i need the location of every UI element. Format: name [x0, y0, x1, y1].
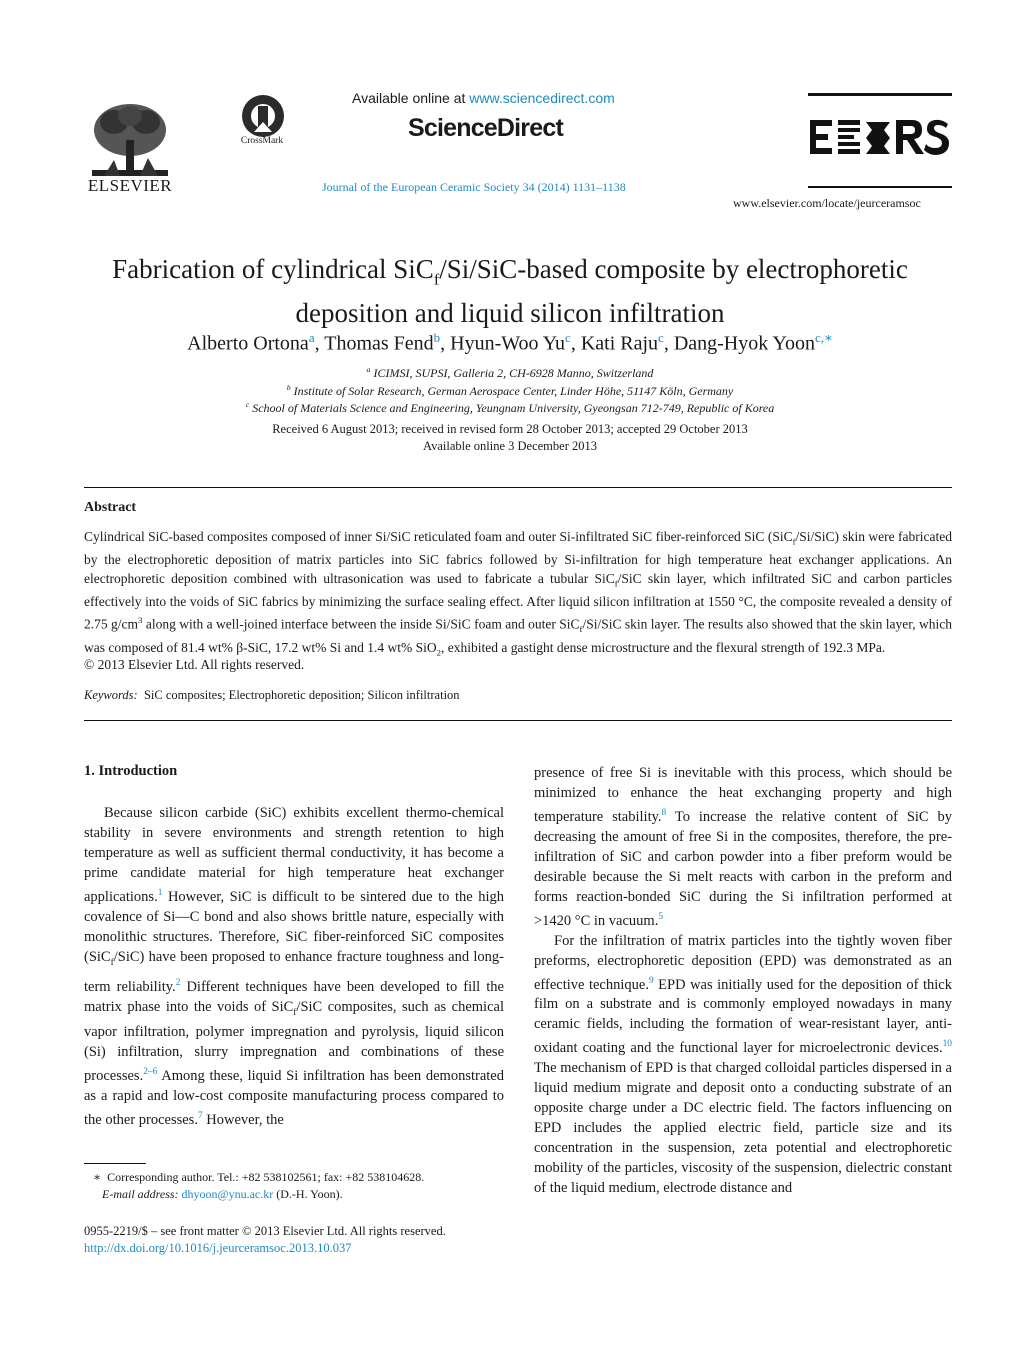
paper-title: [40, 252, 980, 330]
title-part-1: Fabrication of cylindrical SiC: [112, 254, 434, 284]
email-label: E-mail address:: [102, 1187, 179, 1201]
left-column: [84, 803, 504, 1130]
subscript: 2: [436, 647, 441, 658]
journal-logo-rule-top: [808, 93, 952, 96]
paragraph-text: For the infiltration of matrix particles into the tightly woven fiber preforms, electrophoretic deposition (EPD) was demonstrated as an effective technique.: [534, 932, 952, 993]
paragraph-text: EPD was initially used for the deposition of thick film on a substrate and is commonly employed nowadays in many ceramic fields, including the formation of wear-resistant layer, anti-oxidant coating and the functional layer for microelectronic devices.: [534, 976, 952, 1057]
paragraph: [84, 803, 504, 1130]
affiliation-label: a: [366, 365, 371, 374]
subscript: f: [293, 1007, 297, 1018]
title-subscript: f: [433, 270, 440, 289]
author-affiliation-mark[interactable]: c: [565, 330, 571, 345]
abstract-top-rule: [84, 487, 952, 488]
copyright-notice: © 2013 Elsevier Ltd. All rights reserved.: [84, 657, 305, 672]
crossmark-label: CrossMark: [240, 136, 284, 146]
affiliation-label: b: [286, 383, 291, 392]
footnote-mark: ∗: [93, 1170, 102, 1184]
citation-link[interactable]: 1: [157, 888, 163, 898]
superscript: 3: [138, 615, 143, 626]
journal-url[interactable]: www.elsevier.com/locate/jeurceramsoc: [733, 196, 921, 210]
paragraph-text: presence of free Si is inevitable with this process, which should be minimized to enhance the heat exchanging property and high temperature stability.: [534, 765, 952, 825]
availability-prefix: Available online at: [352, 90, 470, 106]
author-name: Thomas Fend: [324, 332, 434, 355]
title-line-2: deposition and liquid silicon infiltration: [295, 298, 725, 329]
publisher-name: ELSEVIER: [87, 176, 173, 195]
affiliation-text: ICIMSI, SUPSI, Galleria 2, CH-6928 Manno, Switzerland: [373, 366, 654, 380]
author-separator: ,: [663, 332, 674, 355]
citation-link[interactable]: 7: [197, 1111, 203, 1122]
affiliation-text: School of Materials Science and Engineering, Yeungnam University, Gyeongsan 712-749, Republic of Korea: [252, 401, 775, 415]
abstract-heading: Abstract: [84, 500, 137, 515]
keywords-label: Keywords:: [84, 688, 138, 702]
front-matter: [84, 1223, 446, 1257]
citation-link[interactable]: 9: [648, 975, 654, 986]
citation-link[interactable]: 2: [175, 977, 181, 988]
author-separator: ,: [440, 332, 451, 355]
journal-logo-rule-bottom: [808, 186, 952, 188]
author-affiliation-mark[interactable]: c: [658, 330, 664, 345]
author-name: Alberto Ortona: [187, 332, 309, 355]
abstract-text: /Si/SiC skin layer. The results also showed that the skin layer, which was composed of 81.4 wt% β-SiC, 17.2 wt% Si and 1.4 wt% SiO: [84, 616, 952, 656]
abstract-text: , exhibited a gastight dense microstructure and the flexural strength of 192.3 MPa.: [441, 640, 886, 656]
keywords-text: SiC composites; Electrophoretic deposition; Silicon infiltration: [143, 688, 460, 702]
author-affiliation-mark[interactable]: b: [433, 330, 441, 345]
corresponding-author-footnote: [84, 1169, 424, 1203]
platform-name: ScienceDirect: [408, 114, 563, 142]
section-heading: 1. Introduction: [84, 763, 178, 779]
email-suffix: (D.-H. Yoon).: [273, 1187, 343, 1201]
abstract-text: Cylindrical SiC-based composites composed of inner Si/SiC reticulated foam and outer Si-infiltrated SiC fiber-reinforced SiC (SiC: [84, 529, 793, 544]
abstract-text: /Si/SiC) skin were fabricated by the electrophoretic deposition of matrix particles into SiC fabrics followed by Si-infiltration for high temperature heat exchanger applications. An electrophoretic deposition combined with ultrasonication was used to fabricate a tubular SiC: [84, 529, 952, 586]
paragraph-text: /SiC) have been proposed to enhance fracture toughness and long-term reliability.: [84, 948, 504, 995]
author-separator: ,: [570, 332, 581, 355]
abstract-bottom-rule: [84, 720, 952, 721]
availability-line: [352, 90, 615, 106]
author-affiliation-mark[interactable]: c,∗: [814, 330, 833, 345]
footnote-rule: [84, 1163, 146, 1164]
author-list: [40, 330, 980, 356]
issn-line: 0955-2219/$ – see front matter © 2013 Elsevier Ltd. All rights reserved.: [84, 1224, 446, 1238]
paragraph: [534, 763, 952, 931]
paragraph-text: However, SiC is difficult to be sintered due to the high covalence of Si—C bond and also shows brittle nature, especially with monolithic structures. Therefore, SiC fiber-reinforced SiC composites (SiC: [84, 888, 504, 965]
paragraph-text: However, the: [202, 1112, 284, 1129]
author-name: Dang-Hyok Yoon: [673, 332, 815, 355]
affiliation-text: Institute of Solar Research, German Aerospace Center, Linder Höhe, 51147 Köln, Germany: [293, 384, 734, 398]
author-separator: ,: [314, 332, 325, 355]
author-name: Hyun-Woo Yu: [450, 332, 566, 355]
affiliation-c: [40, 400, 980, 416]
sciencedirect-link[interactable]: www.sciencedirect.com: [469, 90, 615, 106]
citation-link[interactable]: 8: [661, 808, 667, 818]
title-part-2: /Si/SiC-based composite by electrophoretic: [439, 254, 908, 284]
author-name: Kati Raju: [580, 332, 659, 355]
subscript: f: [792, 536, 796, 547]
received-dates: Received 6 August 2013; received in revised form 28 October 2013; accepted 29 October 2013: [272, 422, 748, 436]
abstract-body: [84, 528, 952, 662]
abstract-text: along with a well-joined interface between the inside Si/SiC foam and outer SiC: [142, 616, 580, 632]
online-date: Available online 3 December 2013: [422, 439, 597, 453]
doi-link[interactable]: http://dx.doi.org/10.1016/j.jeurceramsoc.2013.10.037: [84, 1241, 352, 1255]
paragraph-text: Among these, liquid Si infiltration has been demonstrated as a rapid and low-cost composite manufacturing process compared to the other processes.: [84, 1068, 504, 1129]
right-column: [534, 763, 952, 1198]
paragraph: [534, 931, 952, 1199]
ecers-logo: [808, 114, 952, 160]
paragraph-text: Because silicon carbide (SiC) exhibits excellent thermo-chemical stability in severe environments and strength retention to high temperature as well as sufficient thermal conductivity, it has become a prime candidate material for high temperature heat exchanger applications.: [84, 805, 504, 905]
affiliation-label: c: [245, 400, 250, 409]
email-link[interactable]: dhyoon@ynu.ac.kr: [181, 1187, 274, 1201]
subscript: f: [614, 578, 618, 589]
citation-link[interactable]: 2–6: [143, 1067, 158, 1078]
journal-reference[interactable]: Journal of the European Ceramic Society 34 (2014) 1131–1138: [322, 180, 626, 194]
subscript: f: [579, 624, 583, 635]
footnote-text: Corresponding author. Tel.: +82 538102561; fax: +82 538104628.: [107, 1170, 425, 1184]
citation-link[interactable]: 5: [658, 911, 664, 922]
paragraph-text: The mechanism of EPD is that charged colloidal particles dispersed in a liquid medium migrate and deposit onto a conducting substrate of an opposite charge under a DC electric field. The factors influencing on EPD includes the applied electric field, particle size and its concentration in the suspension, zeta potential and electrophoretic mobility of the particles, viscosity of the suspension, dielectric constant of the liquid medium, electrode distance and: [534, 1060, 952, 1197]
paragraph-text: Different techniques have been developed to fill the matrix phase into the voids of SiC: [84, 978, 504, 1015]
keywords: [84, 688, 460, 703]
citation-link[interactable]: 10: [942, 1039, 952, 1050]
affiliation-a: [40, 365, 980, 381]
subscript: f: [110, 957, 114, 968]
abstract-text: /SiC skin layer, which infiltrated SiC and carbon particles effectively into the voids of SiC fabrics by minimizing the surface sealing effect. After liquid silicon infiltration at 1550 °C, the composite revealed a density of 2.75 g/cm: [84, 570, 952, 632]
author-affiliation-mark[interactable]: a: [308, 330, 315, 345]
affiliation-b: [40, 383, 980, 399]
paragraph-text: To increase the relative content of SiC by decreasing the amount of free Si in the composites, therefore, the pre-infiltration of SiC and carbon powder into a fiber preform would be desirable because the Si melt reacts with carbon in the preform and forms reaction-bonded SiC during the Si infiltration performed at >1420 °C in vacuum.: [534, 808, 952, 929]
paragraph-text: /SiC composites, such as chemical vapor infiltration, polymer impregnation and pyrolysis, liquid silicon (Si) infiltration, slurry impregnation and combinations of these processes.: [84, 998, 504, 1085]
